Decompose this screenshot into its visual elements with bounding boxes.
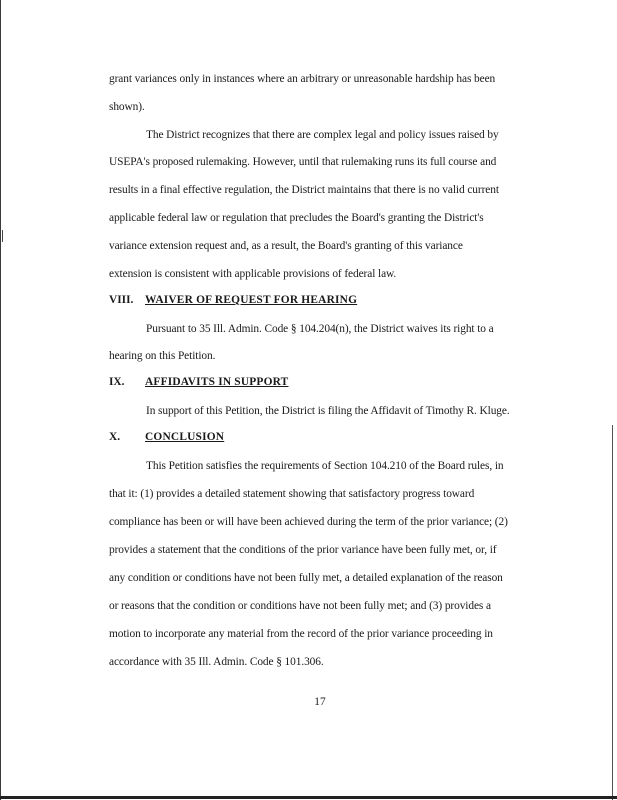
paragraph-line: hearing on this Petition. [109,350,216,362]
paragraph-line: This Petition satisfies the requirements of Section 104.210 of the Board rules, in [146,460,504,472]
scan-mark-left [2,230,3,242]
paragraph-line: extension is consistent with applicable provisions of federal law. [109,268,397,280]
paragraph-line: variance extension request and, as a result, the Board's granting of this variance [109,240,463,252]
paragraph-line: results in a final effective regulation, the District maintains that there is no valid current [109,184,499,196]
section-heading-x [109,430,224,444]
paragraph-line: In support of this Petition, the District is filing the Affidavit of Timothy R. Kluge. [146,405,510,417]
paragraph-line: compliance has been or will have been achieved during the term of the prior variance; (2) [109,516,508,528]
section-title: WAIVER OF REQUEST FOR HEARING [145,294,358,306]
page-bottom-edge [0,796,617,799]
paragraph-line: accordance with 35 Ill. Admin. Code § 101.306. [109,656,324,668]
page-left-edge [0,0,1,800]
section-number: X. [109,431,121,443]
scan-mark-right [612,425,613,800]
section-title: CONCLUSION [145,431,225,443]
section-heading-viii [109,293,357,307]
paragraph-line: applicable federal law or regulation that precludes the Board's granting the District's [109,212,484,224]
paragraph-line: provides a statement that the conditions of the prior variance have been fully met, or, if [109,544,497,556]
paragraph-line: that it: (1) provides a detailed statement showing that satisfactory progress toward [109,488,475,500]
paragraph-line: shown). [109,101,145,113]
paragraph-line: grant variances only in instances where an arbitrary or unreasonable hardship has been [109,73,496,85]
paragraph-line: The District recognizes that there are complex legal and policy issues raised by [146,129,499,141]
section-number: VIII. [109,294,134,306]
paragraph-line: or reasons that the condition or conditions have not been fully met; and (3) provides a [109,600,491,612]
page-number: 17 [314,696,326,708]
section-heading-ix [109,375,288,389]
paragraph-line: USEPA's proposed rulemaking. However, until that rulemaking runs its full course and [109,156,497,168]
section-title: AFFIDAVITS IN SUPPORT [145,376,289,388]
paragraph-line: Pursuant to 35 Ill. Admin. Code § 104.204(n), the District waives its right to a [146,323,494,335]
paragraph-line: any condition or conditions have not been fully met, a detailed explanation of the reason [109,572,503,584]
paragraph-line: motion to incorporate any material from the record of the prior variance proceeding in [109,628,493,640]
section-number: IX. [109,376,125,388]
